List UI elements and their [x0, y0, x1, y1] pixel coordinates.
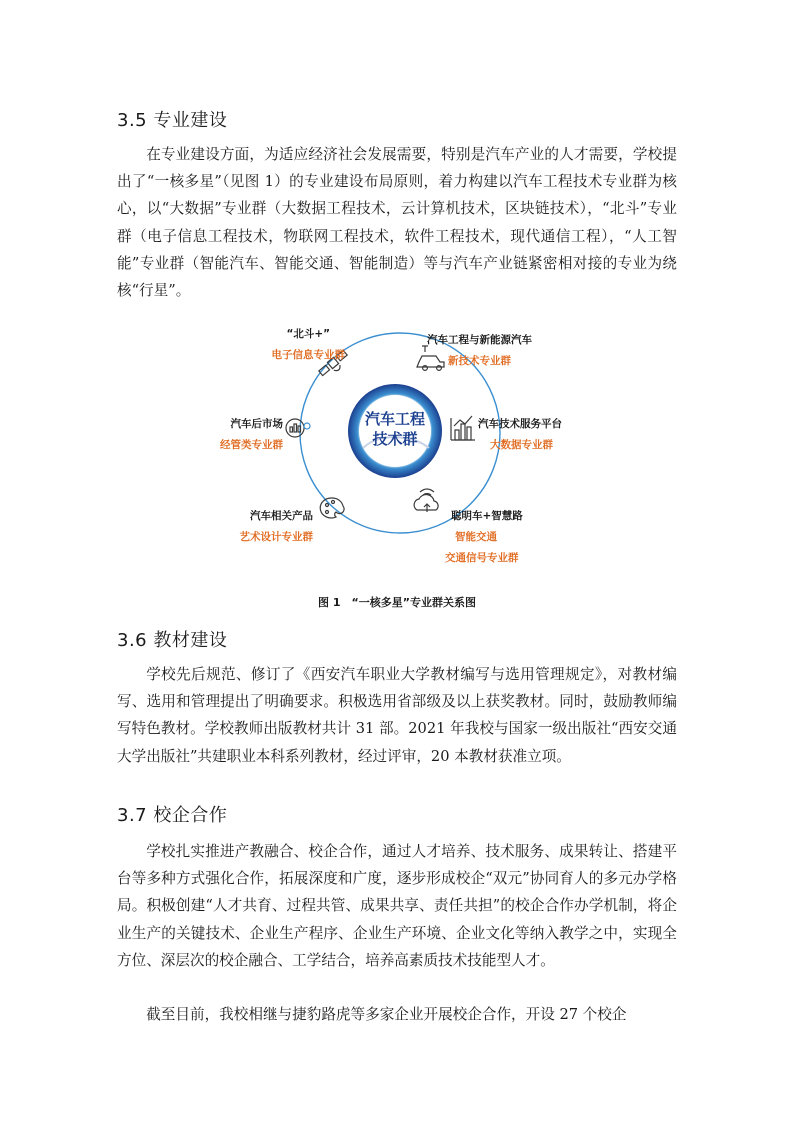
core-label-line2: 技术群: [372, 430, 418, 448]
section-heading-3-6: 3.6 教材建设: [117, 630, 228, 651]
node-new-energy: 汽车工程与新能源汽车 新技术专业群: [427, 334, 532, 367]
palette-icon: [320, 498, 344, 518]
section-paragraph-3-7-continued: 截至目前，我校相继与捷豹路虎等多家企业开展校企合作，开设 27 个校企: [146, 1006, 627, 1023]
core-star-diagram: [205, 318, 585, 588]
node-beidou: “北斗+” 电子信息专业群: [271, 328, 345, 361]
section-heading-3-5: 3.5 专业建设: [117, 110, 228, 131]
section-paragraph-3-6: 学校先后规范、修订了《西安汽车职业大学教材编写与选用管理规定》，对教材编写、选用和管理提出了明确要求。积极选用省部级及以上获奖教材。同时，鼓励教师编写特色教材。学校教师出版教材共计 31 部。2021 年我校与国家一级出版社“西安交通大学出版社”共建职业本科系列教材，经过评审，20 本教材获准立项。: [117, 666, 677, 765]
node-art-design: 汽车相关产品 艺术设计专业群: [239, 510, 313, 543]
section-heading-3-7: 3.7 校企合作: [117, 805, 228, 826]
section-paragraph-3-7: 学校扎实推进产教融合、校企合作，通过人才培养、技术服务、成果转让、搭建平台等多种方式强化合作，拓展深度和广度，逐步形成校企“双元”协同育人的多元办学格局。积极创建“人才共育、过程共管、成果共享、责任共担”的校企合作办学机制，将企业生产的关键技术、企业生产程序、企业生产环境、企业文化等纳入教学之中，实现全方位、深层次的校企融合、工学结合，培养高素质技术技能型人才。: [117, 843, 677, 969]
node-big-data: 汽车技术服务平台 大数据专业群: [478, 418, 562, 451]
node-smart-traffic: 聪明车+智慧路 智能交通 交通信号专业群: [445, 510, 523, 564]
cloud-upload-icon: [414, 489, 438, 512]
figure-caption: 图 1 “一核多星”专业群关系图: [318, 596, 476, 609]
core-label-line1: 汽车工程: [364, 410, 426, 428]
section-paragraph-3-5: 在专业建设方面，为适应经济社会发展需要，特别是汽车产业的人才需要，学校提出了“一核多星”（见图 1）的专业建设布局原则，着力构建以汽车工程技术专业群为核心，以“大数据”专业群（大数据工程技术，云计算机技术，区块链技术），“北斗”专业群（电子信息工程技术，物联网工程技术，软件工程技术，现代通信工程），“人工智能”专业群（智能汽车、智能交通、智能制造）等与汽车产业链紧密相对接的专业为绕核“行星”。: [117, 146, 677, 300]
node-management: 汽车后市场 经管类专业群: [220, 418, 283, 451]
bar-chart-icon: [451, 416, 475, 440]
analytics-icon: [286, 419, 310, 437]
